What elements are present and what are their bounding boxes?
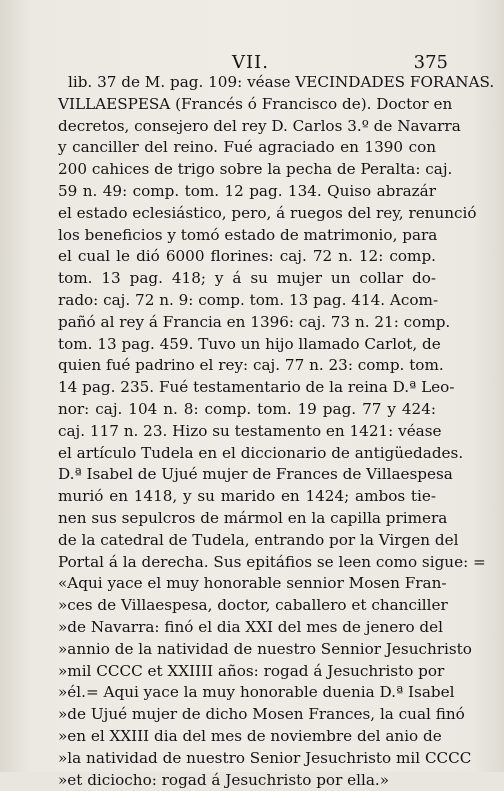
text-line: D.ª Isabel de Ujué mujer de Frances de Villaespesa bbox=[58, 464, 436, 486]
epitaph-line: »en el XXIII dia del mes de noviembre del anio de bbox=[58, 726, 436, 748]
text-line: 200 cahices de trigo sobre la pecha de Peralta: caj. bbox=[58, 159, 436, 181]
text-line: nen sus sepulcros de mármol en la capilla primera bbox=[58, 508, 436, 530]
text-line: y canciller del reino. Fué agraciado en 1390 con bbox=[58, 137, 436, 159]
text-line: 14 pag. 235. Fué testamentario de la reina D.ª Leo- bbox=[58, 377, 436, 399]
page-number: 375 bbox=[414, 52, 448, 73]
text-line: caj. 117 n. 23. Hizo su testamento en 1421: véase bbox=[58, 421, 436, 443]
text-line: tom. 13 pag. 418; y á su mujer un collar do- bbox=[58, 268, 436, 290]
text-line: decretos, consejero del rey D. Carlos 3.º de Navarra bbox=[58, 116, 436, 138]
text-line: murió en 1418, y su marido en 1424; ambos tie- bbox=[58, 486, 436, 508]
running-header bbox=[62, 52, 448, 72]
epitaph-line: »ces de Villaespesa, doctor, caballero et chanciller bbox=[58, 595, 436, 617]
text-line: los beneficios y tomó estado de matrimonio, para bbox=[58, 225, 436, 247]
text-line: el cual le dió 6000 florines: caj. 72 n. 12: comp. bbox=[58, 246, 436, 268]
text-line: 59 n. 49: comp. tom. 12 pag. 134. Quiso abrazár bbox=[58, 181, 436, 203]
epitaph-line: »de Ujué mujer de dicho Mosen Frances, la cual finó bbox=[58, 704, 436, 726]
epitaph-line: «Aqui yace el muy honorable sennior Mosen Fran- bbox=[58, 573, 436, 595]
entry-text bbox=[58, 72, 436, 791]
epitaph-line: »et diciocho: rogad á Jesuchristo por ella.» bbox=[58, 770, 436, 791]
text-line: Portal á la derecha. Sus epitáfios se leen como sigue: = bbox=[58, 552, 436, 574]
epitaph-line: »annio de la natividad de nuestro Sennior Jesuchristo bbox=[58, 639, 436, 661]
text-line: tom. 13 pag. 459. Tuvo un hijo llamado Carlot, de bbox=[58, 334, 436, 356]
text-line: el estado eclesiástico, pero, á ruegos del rey, renunció bbox=[58, 203, 436, 225]
text-line: de la catedral de Tudela, entrando por la Virgen del bbox=[58, 530, 436, 552]
text-line: el artículo Tudela en el diccionario de antigüedades. bbox=[58, 443, 436, 465]
epitaph-line: »mil CCCC et XXIIII años: rogad á Jesuchristo por bbox=[58, 661, 436, 683]
text-line: nor: caj. 104 n. 8: comp. tom. 19 pag. 77 y 424: bbox=[58, 399, 436, 421]
chapter-numeral: VII. bbox=[232, 52, 269, 73]
epitaph-line: »la natividad de nuestro Senior Jesuchristo mil CCCC bbox=[58, 748, 436, 770]
text-line: pañó al rey á Francia en 1396: caj. 73 n. 21: comp. bbox=[58, 312, 436, 334]
epitaph-line: »de Navarra: finó el dia XXI del mes de jenero del bbox=[58, 617, 436, 639]
text-line: rado: caj. 72 n. 9: comp. tom. 13 pag. 414. Acom- bbox=[58, 290, 436, 312]
text-line: quien fué padrino el rey: caj. 77 n. 23: comp. tom. bbox=[58, 355, 436, 377]
epitaph-line: »él.= Aqui yace la muy honorable duenia D.ª Isabel bbox=[58, 682, 436, 704]
text-line: VILLAESPESA (Francés ó Francisco de). Doctor en bbox=[58, 94, 436, 116]
text-line: lib. 37 de M. pag. 109: véase VECINDADES FORANAS. bbox=[58, 72, 436, 94]
